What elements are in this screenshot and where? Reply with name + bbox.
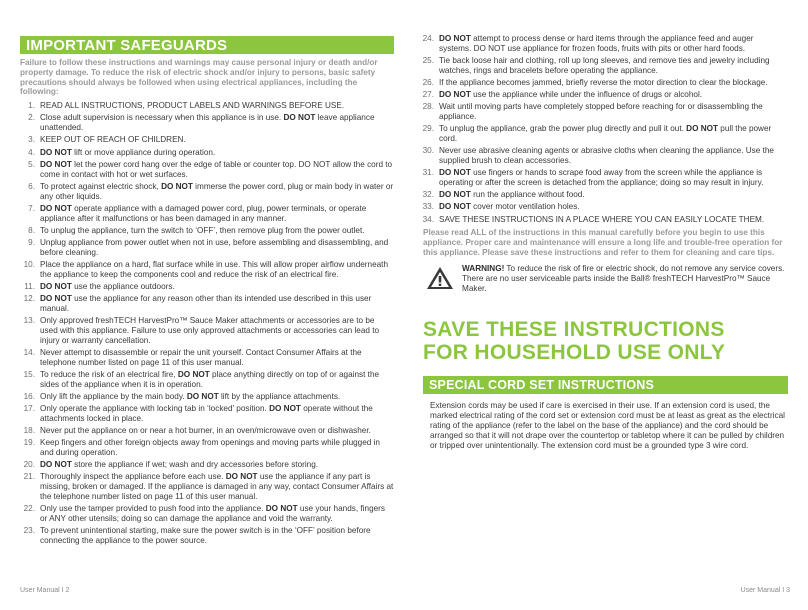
important-safeguards-banner: IMPORTANT SAFEGUARDS <box>20 36 394 54</box>
list-item: 12. DO NOT use the appliance for any reason other than its intended use described in this user manual. <box>23 294 372 313</box>
list-item: 13. Only approved freshTECH HarvestPro™ Sauce Maker attachments or accessories are to be used with this appliance. Failure to use only approved attachments or accessories can lead to injury or warranty cancellation. <box>23 316 380 345</box>
list-item: 2. Close adult supervision is necessary when this appliance is in use. DO NOT leave appliance unattended. <box>28 113 375 133</box>
list-item: 20. DO NOT store the appliance if wet; wash and dry accessories before storing. <box>23 460 319 470</box>
list-item: 6. To protect against electric shock, DO NOT immerse the power cord, plug or main body in water or any other liquids. <box>28 181 394 201</box>
list-item: 16. Only lift the appliance by the main body. DO NOT lift by the appliance attachments. <box>23 391 341 401</box>
save-instructions-heading <box>423 318 788 364</box>
list-item: 33. DO NOT cover motor ventilation holes. <box>422 202 580 212</box>
list-item: 3. KEEP OUT OF REACH OF CHILDREN. <box>28 135 186 145</box>
list-item: 32. DO NOT run the appliance without food. <box>422 190 585 200</box>
list-item: 22. Only use the tamper provided to push food into the appliance. DO NOT use your hands, fingers or ANY other utensils; doing so can damage the appliance and void the warranty. <box>23 504 385 523</box>
list-item: 1. READ ALL INSTRUCTIONS, PRODUCT LABELS AND WARNINGS BEFORE USE. <box>28 101 345 111</box>
list-item: 23. To prevent unintentional starting, make sure the power switch is in the ‘OFF’ position before connecting the appliance to the power source. <box>23 526 371 545</box>
list-item: 19. Keep fingers and other foreign objects away from openings and moving parts while plugged in and during operation. <box>23 438 380 457</box>
safeguards-list-right <box>418 34 788 224</box>
warning-triangle-icon <box>426 266 454 290</box>
list-item: 5. DO NOT let the power cord hang over the edge of table or counter top. DO NOT allow the cord to come in contact with hot or wet surfaces. <box>28 159 393 179</box>
list-item: 28. Wait until moving parts have completely stopped before reaching for or disassembling the appliance. <box>422 102 763 122</box>
warning-label: WARNING! <box>462 263 505 273</box>
list-item: 11. DO NOT use the appliance outdoors. <box>24 281 175 291</box>
list-item: 4. DO NOT lift or move appliance during operation. <box>28 147 216 157</box>
list-item: 29. To unplug the appliance, grab the power plug directly and pull it out. DO NOT pull the power cord. <box>422 124 772 144</box>
list-item: 24. DO NOT attempt to process dense or hard items through the appliance feed and auger systems. DO NOT use appliance for frozen foods, fruits with pits or other hard foods. <box>422 34 754 53</box>
heading-line-1: SAVE THESE INSTRUCTIONS <box>423 317 725 341</box>
list-item: 8. To unplug the appliance, turn the switch to ‘OFF’, then remove plug from the power outlet. <box>28 225 365 235</box>
list-item: 34. SAVE THESE INSTRUCTIONS IN A PLACE WHERE YOU CAN EASILY LOCATE THEM. <box>422 214 765 224</box>
page-footer-right: User Manual I 3 <box>740 587 790 594</box>
list-item: 7. DO NOT operate appliance with a damaged power cord, plug, power terminals, or operate appliance after it malfunctions or has been damaged in any manner. <box>28 203 367 223</box>
list-item: 26. If the appliance becomes jammed, briefly reverse the motor direction to clear the blockage. <box>422 77 768 87</box>
list-item: 9. Unplug appliance from power outlet when not in use, before assembling and disassembling, and before cleaning. <box>28 237 389 257</box>
safeguards-list-left <box>20 101 394 545</box>
list-item: 27. DO NOT use the appliance while under the influence of drugs or alcohol. <box>422 90 703 100</box>
list-item: 18. Never put the appliance on or near a hot burner, in an oven/microwave oven or dishwasher. <box>23 425 371 435</box>
page-footer-left: User Manual I 2 <box>20 587 70 594</box>
cord-instructions-text: Extension cords may be used if care is exercised in their use. If an extension cord is used, the marked electrical rating of the cord set or extension cord must be at least as great as the electrical rating of the appliance (refer to the label on the base of the appliance) and the cord should be arranged so that it will not drape over the countertop or tabletop where it can be pulled by children or tripped over unintentionally. The extension cord must be a grounded type 3 wire cord. <box>430 400 785 450</box>
list-item: 21. Thoroughly inspect the appliance before each use. DO NOT use the appliance if any part is missing, broken or damaged. If the appliance is damaged in any way, contact Consumer Affairs at the telephone number listed on page 11 of this user manual. <box>23 472 394 501</box>
right-page <box>404 0 808 610</box>
list-item: 17. Only operate the appliance with locking tab in ‘locked’ position. DO NOT operate without the attachments locked in place. <box>23 403 373 423</box>
list-item: 31. DO NOT use fingers or hands to scrape food away from the screen while the appliance is operating or after the screen is detached from the appliance; doing so may result in injury. <box>422 168 764 188</box>
list-item: 30. Never use abrasive cleaning agents or abrasive cloths when cleaning the appliance. Use the supplied brush to clean accessories. <box>422 146 774 166</box>
list-item: 10. Place the appliance on a hard, flat surface while in use. This will allow proper airflow underneath the appliance to keep the components cool and reduce the risk of an electrical fire. <box>23 259 389 279</box>
warning-text: WARNING! To reduce the risk of fire or electric shock, do not remove any service covers. There are no user serviceable parts inside the Ball® freshTECH HarvestPro™ Sauce Maker. <box>462 263 785 293</box>
list-item: 15. To reduce the risk of an electrical fire, DO NOT place anything directly on top of or against the sides of the appliance when it is in operation. <box>23 369 380 389</box>
read-instructions-note: Please read ALL of the instructions in this manual carefully before you begin to use this appliance. Proper care and maintenance will ensure a long life and trouble-free operation for this appliance. Please save these instructions and refer to them for cleaning and care tips. <box>423 228 783 258</box>
heading-line-2: FOR HOUSEHOLD USE ONLY <box>423 340 726 364</box>
warning-block <box>426 264 788 294</box>
list-item: 25. Tie back loose hair and clothing, roll up long sleeves, and remove ties and jewelry including watches, rings and bracelets before operating the appliance. <box>422 55 770 75</box>
safety-intro: Failure to follow these instructions and warnings may cause personal injury or death and/or property damage. To reduce the risk of electric shock and/or injury to persons, basic safety precautions should always be followed when using electrical appliances, including the following: <box>20 58 378 97</box>
special-cord-banner: SPECIAL CORD SET INSTRUCTIONS <box>423 376 788 394</box>
list-item: 14. Never attempt to disassemble or repair the unit yourself. Contact Consumer Affairs at the telephone number listed on page 11 of this user manual. <box>23 347 362 367</box>
